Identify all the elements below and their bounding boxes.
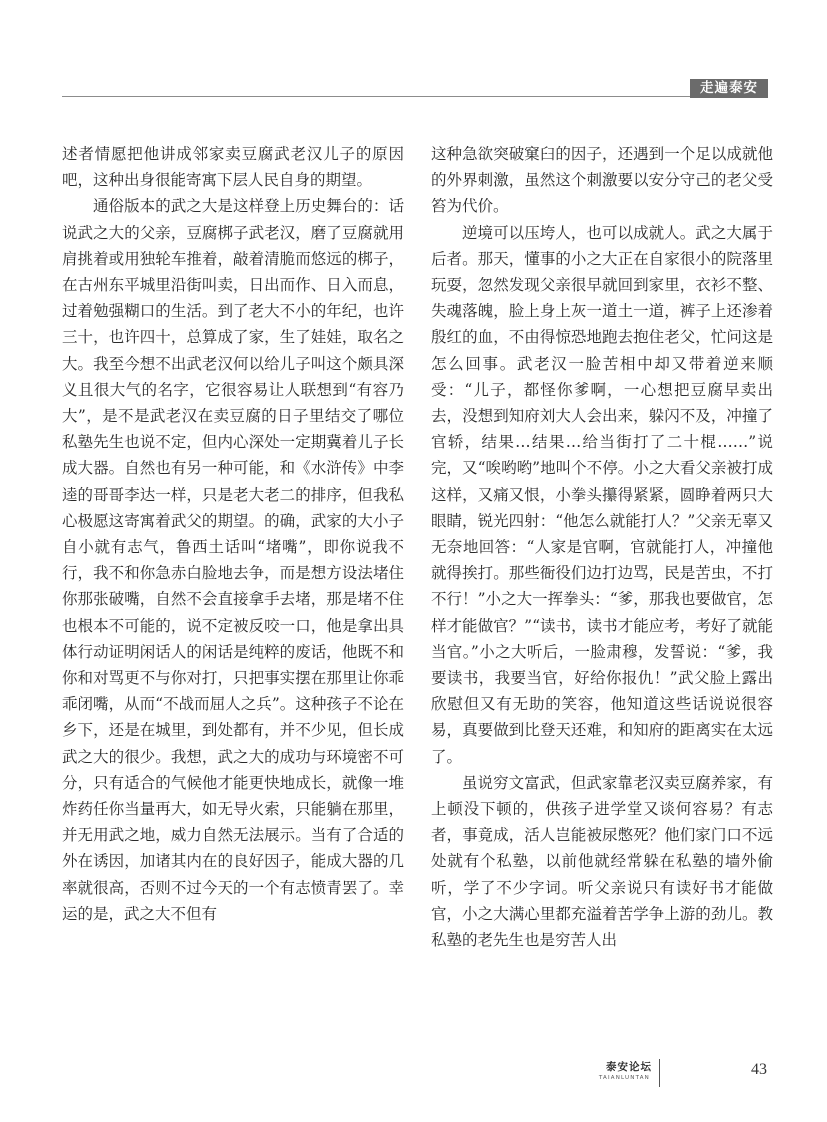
left-column — [62, 141, 404, 927]
paragraph: 虽说穷文富武，但武家靠老汉卖豆腐养家，有上顿没下顿的，供孩子进学堂又谈何容易？有志者，事竟成，活人岂能被尿憋死？他们家门口不远处就有个私塾，以前他就经常躲在私塾的墙外偷听，学了不少字词。听父亲说只有读好书才能做官，小之大满心里都充溢着苦学争上游的劲儿。教私塾的老先生也是穷苦人出 — [431, 773, 773, 950]
paragraph: 通俗版本的武之大是这样登上历史舞台的：话说武之大的父亲，豆腐梆子武老汉，磨了豆腐就用肩挑着或用独轮车推着，敲着清脆而悠远的梆子，在古州东平城里沿街叫卖，日出而作、日入而息，过着勉强糊口的生活。到了老大不小的年纪，也许三十，也许四十，总算成了家，生了娃娃，取名之大。我至今想不出武老汉何以给儿子叫这个颇具深义且很大气的名字，它很容易让人联想到“有容乃大”，是不是武老汉在卖豆腐的日子里结交了哪位私塾先生也说不定，但内心深处一定期冀着儿子长成大器。自然也有另一种可能，和《水浒传》中李逵的哥哥李达一样，只是老大老二的排序，但我私心极愿这寄寓着武父的期望。的确，武家的大小子自小就有志气，鲁西土话叫“堵嘴”，即你说我不行，我不和你急赤白脸地去争，而是想方设法堵住你那张破嘴，自然不会直接拿手去堵，那是堵不住也根本不可能的，说不定被反咬一口，他是拿出具体行动证明闲话人的闲话是纯粹的废话，他既不和你和对骂更不与你对打，只把事实摆在那里让你乖乖闭嘴，从而“不战而屈人之兵”。这种孩子不论在乡下，还是在城里，到处都有，并不少见，但长成武之大的很少。我想，武之大的成功与环境密不可分，只有适合的气候他才能更快地成长，就像一堆炸药任你当量再大，如无导火索，只能躺在那里，并无用武之地，威力自然无法展示。当有了合适的外在诱因，加诸其内在的良好因子，能成大器的几率就很高，否则不过今天的一个有志愤青罢了。幸运的是，武之大不但有 — [62, 197, 404, 923]
paragraph: 这种急欲突破窠臼的因子，还遇到一个足以成就他的外界刺激，虽然这个刺激要以安分守己的老父受笞为代价。 — [431, 145, 773, 216]
header-rule — [62, 96, 762, 97]
page-number: 43 — [751, 1061, 767, 1078]
right-column — [431, 141, 773, 953]
footer-divider — [659, 1059, 660, 1087]
paragraph: 述者情愿把他讲成邻家卖豆腐武老汉儿子的原因吧，这种出身很能寄寓下层人民自身的期望。 — [62, 145, 404, 190]
magazine-pinyin: TAIANLUNTAN — [598, 1075, 650, 1081]
section-tag: 走遍泰安 — [690, 79, 768, 98]
magazine-name: 泰安论坛 — [606, 1061, 652, 1073]
paragraph: 逆境可以压垮人，也可以成就人。武之大属于后者。那天，懂事的小之大正在自家很小的院落里玩耍，忽然发现父亲很早就回到家里，衣衫不整、失魂落魄，脸上身上灰一道土一道，裤子上还渗着殷红的血，不由得惊恐地跑去抱住老父，忙问这是怎么回事。武老汉一脸苦相中却又带着逆来顺受：“儿子，都怪你爹啊，一心想把豆腐早卖出去，没想到知府刘大人会出来，躲闪不及，冲撞了官轿，结果…结果…给当街打了二十棍……”说完，又“唉哟哟”地叫个不停。小之大看父亲被打成这样，又痛又恨，小拳头攥得紧紧，圆睁着两只大眼睛，锐光四射：“他怎么就能打人？”父亲无辜又无奈地回答：“人家是官啊，官就能打人，冲撞他就得挨打。那些衙役们边打边骂，民是苦虫，不打不行！”小之大一挥拳头：“爹，那我也要做官，怎样才能做官？”“读书，读书才能应考，考好了就能当官。”小之大听后，一脸肃穆，发誓说：“爹，我要读书，我要当官，好给你报仇！”武父脸上露出欣慰但又有无助的笑容，他知道这些话说说很容易，真要做到比登天还难，和知府的距离实在太远了。 — [431, 223, 773, 766]
